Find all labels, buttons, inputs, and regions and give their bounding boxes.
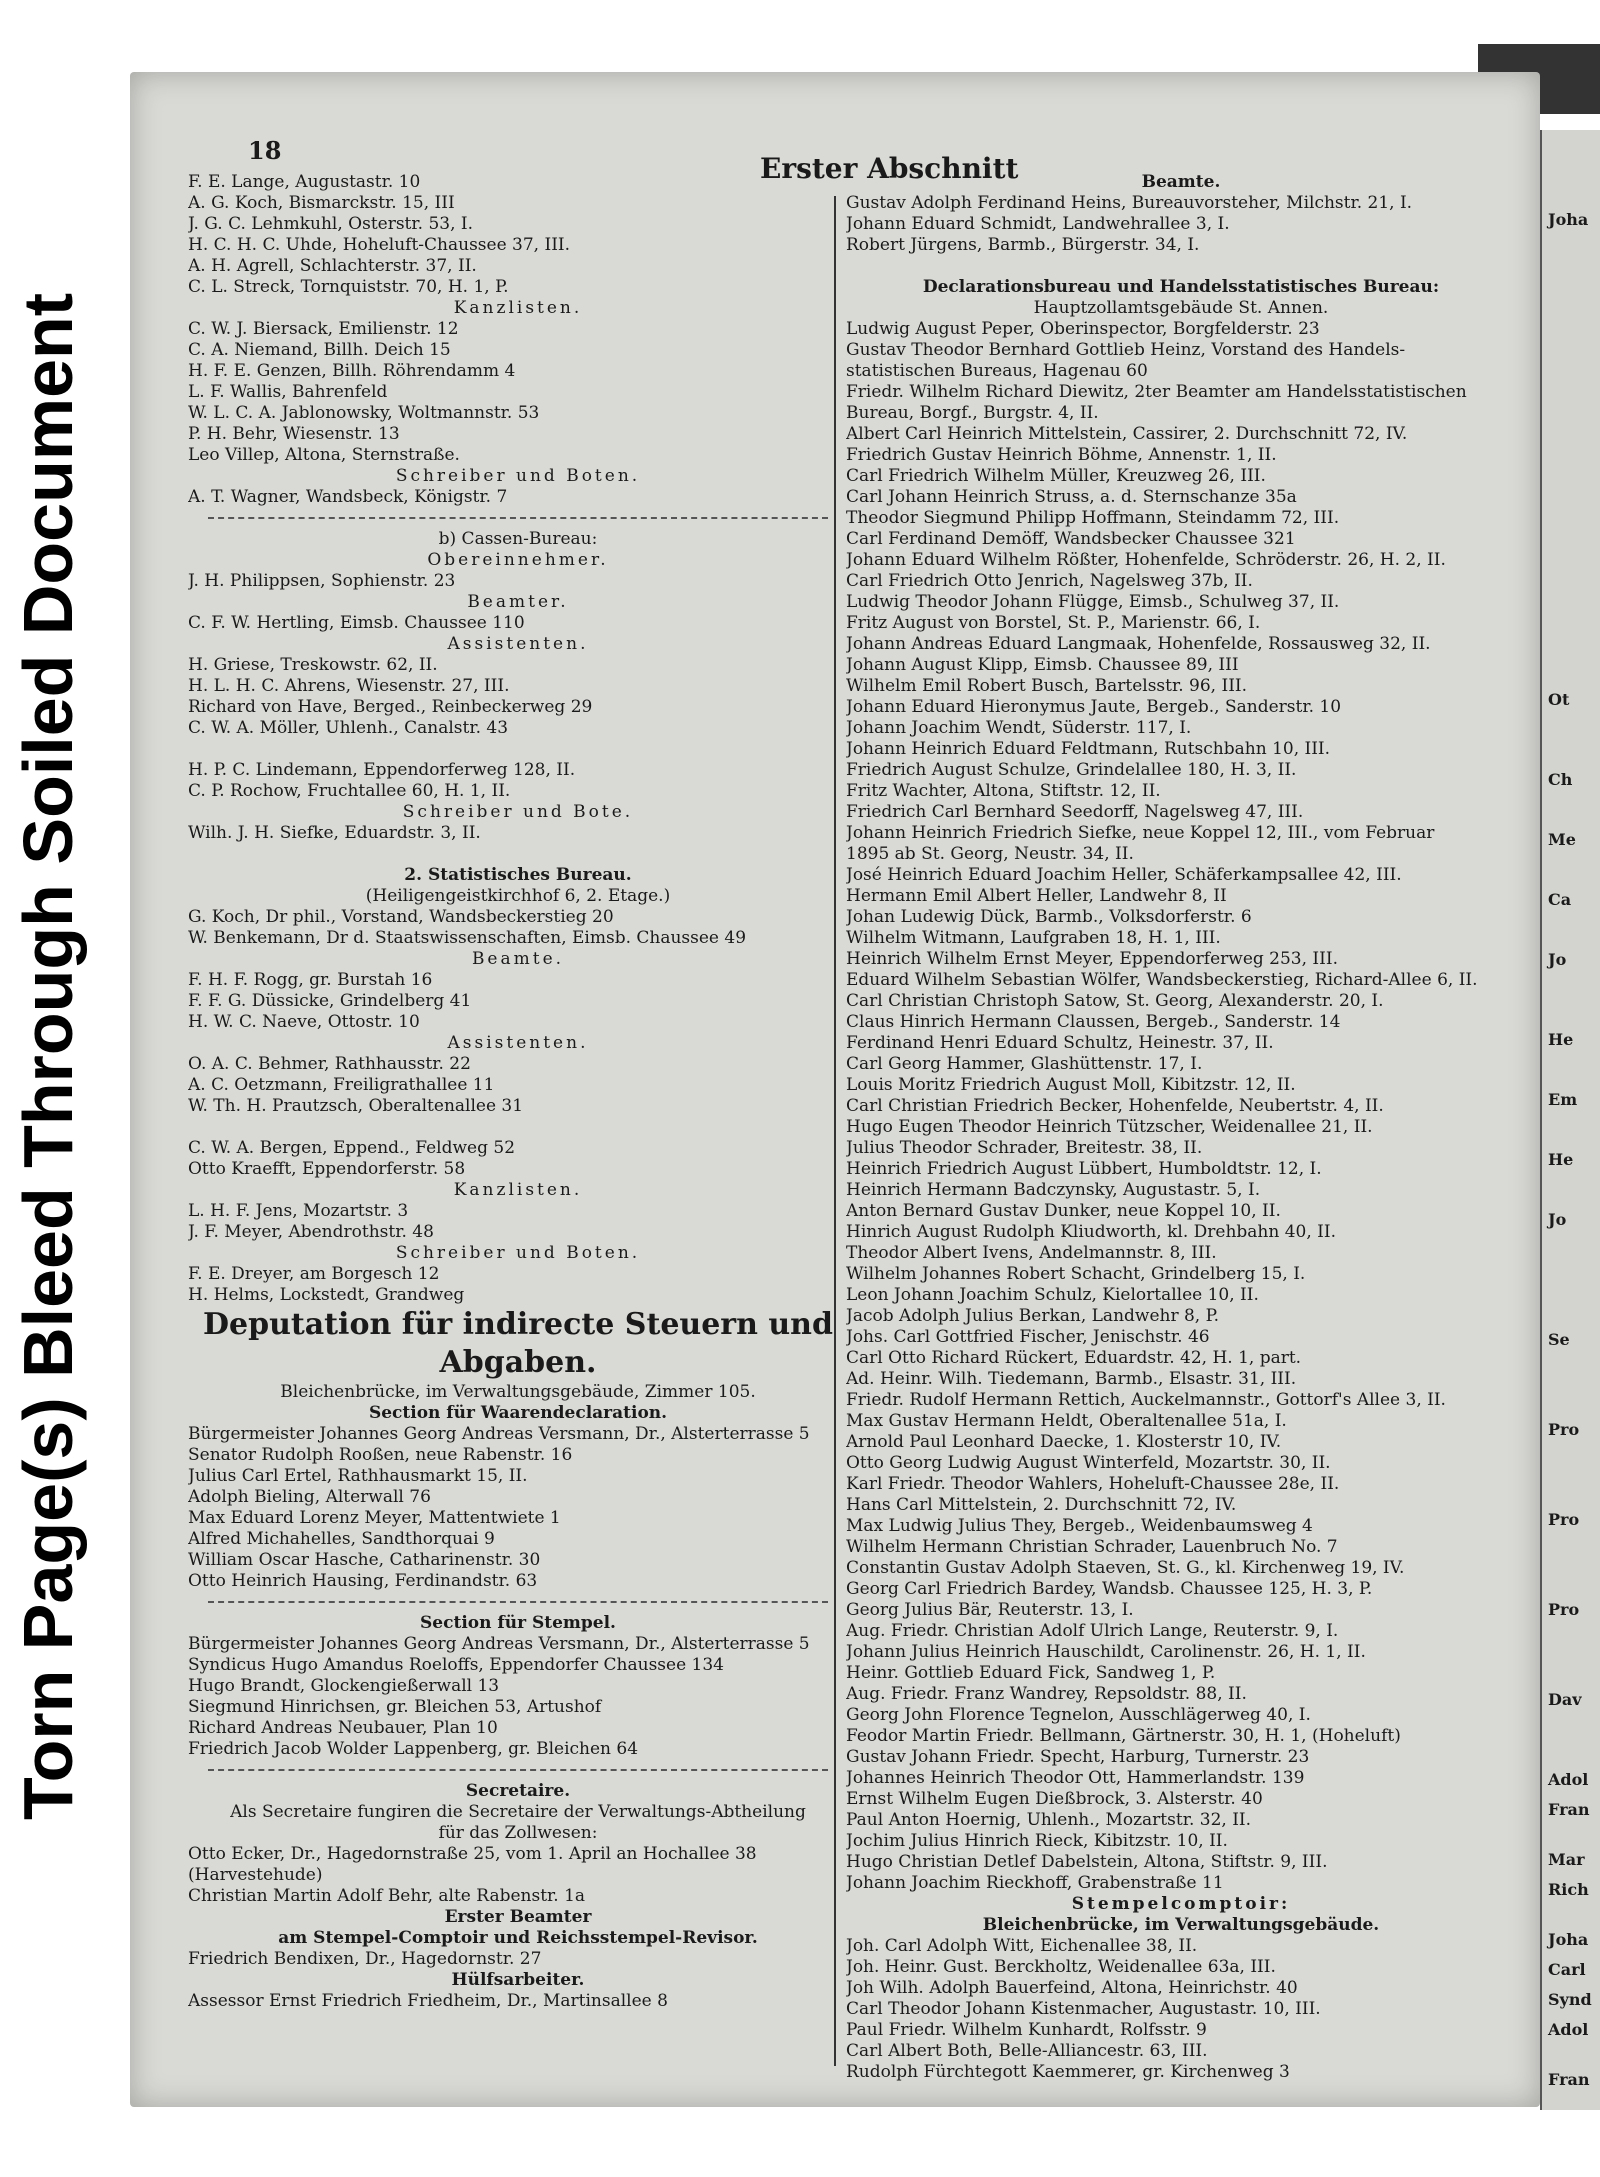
directory-entry: Otto Ecker, Dr., Hagedornstraße 25, vom 1. April an Hochallee 38 [188, 1844, 757, 1864]
directory-entry: Ferdinand Henri Eduard Schultz, Heinestr. 37, II. [846, 1033, 1274, 1053]
directory-entry: Section für Waarendeclaration. [368, 1403, 668, 1423]
directory-entry: Ludwig Theodor Johann Flügge, Eimsb., Schulweg 37, II. [846, 592, 1340, 612]
adjacent-fragment: Joha [1548, 1930, 1589, 1949]
left-column [188, 172, 848, 2012]
directory-entry: Kanzlisten. [453, 298, 583, 318]
directory-entry: H. Helms, Lockstedt, Grandweg [188, 1285, 465, 1305]
directory-entry: Beamte. [1141, 172, 1221, 192]
adjacent-fragment: Jo [1548, 950, 1567, 969]
adjacent-fragment: Fran [1548, 1800, 1590, 1819]
directory-entry: Kanzlisten. [453, 1180, 583, 1200]
directory-entry: Beamter. [467, 592, 569, 612]
directory-entry: W. Benkemann, Dr d. Staatswissenschaften, Eimsb. Chaussee 49 [188, 928, 747, 948]
directory-entry: C. W. A. Möller, Uhlenh., Canalstr. 43 [188, 718, 509, 738]
adjacent-fragment: Ch [1548, 770, 1573, 789]
directory-entry: Friedrich Gustav Heinrich Böhme, Annenstr. 1, II. [846, 445, 1277, 465]
directory-entry: Bleichenbrücke, im Verwaltungsgebäude. [982, 1915, 1380, 1935]
directory-entry: Carl Friedrich Otto Jenrich, Nagelsweg 37b, II. [846, 571, 1253, 591]
directory-entry: Johann Joachim Rieckhoff, Grabenstraße 11 [846, 1873, 1224, 1893]
directory-entry: C. W. J. Biersack, Emilienstr. 12 [188, 319, 459, 339]
directory-entry: Hinrich August Rudolph Kliudworth, kl. Drehbahn 40, II. [846, 1222, 1337, 1242]
directory-entry: Paul Friedr. Wilhelm Kunhardt, Rolfsstr. 9 [846, 2020, 1207, 2040]
directory-entry: Johann Heinrich Friedrich Siefke, neue Koppel 12, III., vom Februar [846, 823, 1435, 843]
directory-entry: Section für Stempel. [420, 1613, 616, 1633]
directory-entry [188, 844, 848, 865]
directory-entry: Erster Beamter [444, 1907, 592, 1927]
directory-entry: Julius Carl Ertel, Rathhausmarkt 15, II. [188, 1466, 528, 1486]
directory-entry: Christian Martin Adolf Behr, alte Rabenstr. 1a [188, 1886, 586, 1906]
directory-entry: Aug. Friedr. Christian Adolf Ulrich Lange, Reuterstr. 9, I. [846, 1621, 1339, 1641]
directory-entry: C. W. A. Bergen, Eppend., Feldweg 52 [188, 1138, 516, 1158]
directory-entry: Max Ludwig Julius They, Bergeb., Weidenbaumsweg 4 [846, 1516, 1313, 1536]
adjacent-fragment: Adol [1548, 1770, 1589, 1789]
directory-entry: Wilh. J. H. Siefke, Eduardstr. 3, II. [188, 823, 481, 843]
directory-entry: Bürgermeister Johannes Georg Andreas Versmann, Dr., Alsterterrasse 5 [188, 1634, 810, 1654]
adjacent-fragment: Pro [1548, 1600, 1580, 1619]
directory-entry: Hugo Christian Detlef Dabelstein, Altona, Stiftstr. 9, III. [846, 1852, 1328, 1872]
directory-entry: José Heinrich Eduard Joachim Heller, Schäferkampsallee 42, III. [846, 865, 1402, 885]
directory-entry: H. L. H. C. Ahrens, Wiesenstr. 27, III. [188, 676, 510, 696]
directory-entry: Hülfsarbeiter. [451, 1970, 585, 1990]
directory-entry: Aug. Friedr. Franz Wandrey, Repsoldstr. 88, II. [846, 1684, 1247, 1704]
directory-entry: statistischen Bureaus, Hagenau 60 [846, 361, 1148, 381]
directory-entry: Ernst Wilhelm Eugen Dießbrock, 3. Alsterstr. 40 [846, 1789, 1263, 1809]
directory-entry: Adolph Bieling, Alterwall 76 [188, 1487, 431, 1507]
directory-entry: Max Eduard Lorenz Meyer, Mattentwiete 1 [188, 1508, 561, 1528]
directory-entry: Heinrich Wilhelm Ernst Meyer, Eppendorferweg 253, III. [846, 949, 1338, 969]
directory-entry: J. G. C. Lehmkuhl, Osterstr. 53, I. [188, 214, 474, 234]
directory-entry: Deputation für indirecte Steuern und [203, 1307, 833, 1342]
directory-entry: Rudolph Fürchtegott Kaemmerer, gr. Kirchenweg 3 [846, 2062, 1290, 2082]
document-page [130, 72, 1540, 2107]
directory-entry: Friedr. Wilhelm Richard Diewitz, 2ter Beamter am Handelsstatistischen [846, 382, 1467, 402]
scan-condition-label [0, 180, 120, 1820]
directory-entry: 2. Statistisches Bureau. [404, 865, 632, 885]
directory-entry: Leo Villep, Altona, Sternstraße. [188, 445, 460, 465]
section-rule [208, 1601, 828, 1604]
directory-entry: Wilhelm Johannes Robert Schacht, Grindelberg 15, I. [846, 1264, 1306, 1284]
adjacent-fragment: Jo [1548, 1210, 1567, 1229]
directory-entry: Friedr. Rudolf Hermann Rettich, Auckelmannstr., Gottorf's Allee 3, II. [846, 1390, 1446, 1410]
directory-entry: Wilhelm Witmann, Laufgraben 18, H. 1, III. [846, 928, 1221, 948]
directory-entry: Joh Wilh. Adolph Bauerfeind, Altona, Heinrichstr. 40 [846, 1978, 1298, 1998]
directory-entry: L. F. Wallis, Bahrenfeld [188, 382, 388, 402]
directory-entry: Johann Julius Heinrich Hauschildt, Carolinenstr. 26, H. 1, II. [846, 1642, 1366, 1662]
directory-entry: P. H. Behr, Wiesenstr. 13 [188, 424, 400, 444]
directory-entry: Albert Carl Heinrich Mittelstein, Cassirer, 2. Durchschnitt 72, IV. [846, 424, 1408, 444]
directory-entry: Wilhelm Hermann Christian Schrader, Lauenbruch No. 7 [846, 1537, 1338, 1557]
directory-entry: Carl Johann Heinrich Struss, a. d. Sternschanze 35a [846, 487, 1297, 507]
directory-entry: Joh. Carl Adolph Witt, Eichenallee 38, II. [846, 1936, 1198, 1956]
directory-entry: Stempelcomptoir: [1071, 1894, 1291, 1914]
directory-entry: Arnold Paul Leonhard Daecke, 1. Klosterstr 10, IV. [846, 1432, 1282, 1452]
directory-entry: C. F. W. Hertling, Eimsb. Chaussee 110 [188, 613, 525, 633]
directory-entry: Georg John Florence Tegnelon, Ausschlägerweg 40, I. [846, 1705, 1311, 1725]
directory-entry: Julius Theodor Schrader, Breitestr. 38, II. [846, 1138, 1203, 1158]
directory-entry: J. H. Philippsen, Sophienstr. 23 [188, 571, 456, 591]
page-number: 18 [248, 136, 282, 165]
directory-entry: Heinrich Friedrich August Lübbert, Humboldtstr. 12, I. [846, 1159, 1322, 1179]
directory-entry: C. L. Streck, Tornquiststr. 70, H. 1, P. [188, 277, 509, 297]
directory-entry: (Harvestehude) [188, 1865, 323, 1885]
directory-entry: C. A. Niemand, Billh. Deich 15 [188, 340, 451, 360]
directory-entry: W. Th. H. Prautzsch, Oberaltenallee 31 [188, 1096, 524, 1116]
directory-entry: Gustav Johann Friedr. Specht, Harburg, Turnerstr. 23 [846, 1747, 1310, 1767]
directory-entry: A. H. Agrell, Schlachterstr. 37, II. [188, 256, 477, 276]
directory-entry: Hauptzollamtsgebäude St. Annen. [1033, 298, 1329, 318]
directory-entry: Gustav Theodor Bernhard Gottlieb Heinz, Vorstand des Handels- [846, 340, 1406, 360]
directory-entry: Carl Friedrich Wilhelm Müller, Kreuzweg 26, III. [846, 466, 1266, 486]
adjacent-fragment: Joha [1548, 210, 1589, 229]
directory-entry: Georg Carl Friedrich Bardey, Wandsb. Chaussee 125, H. 3, P. [846, 1579, 1373, 1599]
directory-entry: Johs. Carl Gottfried Fischer, Jenischstr. 46 [846, 1327, 1210, 1347]
directory-entry: H. C. H. C. Uhde, Hoheluft-Chaussee 37, III. [188, 235, 571, 255]
directory-entry: Carl Georg Hammer, Glashüttenstr. 17, I. [846, 1054, 1203, 1074]
directory-entry: Friedrich Carl Bernhard Seedorff, Nagelsweg 47, III. [846, 802, 1304, 822]
directory-entry: Claus Hinrich Hermann Claussen, Bergeb., Sanderstr. 14 [846, 1012, 1341, 1032]
directory-entry: Schreiber und Boten. [395, 1243, 641, 1263]
directory-entry: Schreiber und Bote. [402, 802, 634, 822]
directory-entry: A. T. Wagner, Wandsbeck, Königstr. 7 [188, 487, 508, 507]
adjacent-page-strip [1540, 130, 1600, 2110]
adjacent-fragment: Pro [1548, 1510, 1580, 1529]
directory-entry: Georg Julius Bär, Reuterstr. 13, I. [846, 1600, 1134, 1620]
directory-entry: Karl Friedr. Theodor Wahlers, Hoheluft-Chaussee 28e, II. [846, 1474, 1340, 1494]
directory-entry: Hermann Emil Albert Heller, Landwehr 8, II [846, 886, 1227, 906]
directory-entry: G. Koch, Dr phil., Vorstand, Wandsbeckerstieg 20 [188, 907, 614, 927]
adjacent-fragment: Me [1548, 830, 1576, 849]
directory-entry: Schreiber und Boten. [395, 466, 641, 486]
directory-entry: Friedrich Bendixen, Dr., Hagedornstr. 27 [188, 1949, 542, 1969]
directory-entry [846, 256, 1516, 277]
directory-entry: Als Secretaire fungiren die Secretaire der Verwaltungs-Abtheilung [230, 1802, 806, 1822]
directory-entry: Constantin Gustav Adolph Staeven, St. G., kl. Kirchenweg 19, IV. [846, 1558, 1405, 1578]
directory-entry: Theodor Albert Ivens, Andelmannstr. 8, III. [846, 1243, 1217, 1263]
directory-entry [188, 739, 848, 760]
directory-entry: H. F. E. Genzen, Billh. Röhrendamm 4 [188, 361, 516, 381]
adjacent-fragment: Fran [1548, 2070, 1590, 2089]
directory-entry: Max Gustav Hermann Heldt, Oberaltenallee 51a, I. [846, 1411, 1287, 1431]
directory-entry: H. Griese, Treskowstr. 62, II. [188, 655, 438, 675]
directory-entry: Bureau, Borgf., Burgstr. 4, II. [846, 403, 1099, 423]
directory-entry: Richard Andreas Neubauer, Plan 10 [188, 1718, 498, 1738]
directory-entry: Johann Joachim Wendt, Süderstr. 117, I. [846, 718, 1192, 738]
running-head: Erster Abschnitt [760, 152, 1019, 185]
section-rule [208, 517, 828, 520]
directory-entry: L. H. F. Jens, Mozartstr. 3 [188, 1201, 409, 1221]
adjacent-fragment: Mar [1548, 1850, 1585, 1869]
directory-entry: Declarationsbureau und Handelsstatistisches Bureau: [922, 277, 1440, 297]
section-rule [208, 1769, 828, 1772]
directory-entry: Heinr. Gottlieb Eduard Fick, Sandweg 1, P. [846, 1663, 1216, 1683]
directory-entry: Fritz August von Borstel, St. P., Marienstr. 66, I. [846, 613, 1261, 633]
directory-entry: Secretaire. [465, 1781, 571, 1801]
adjacent-fragment: He [1548, 1150, 1574, 1169]
adjacent-fragment: Adol [1548, 2020, 1589, 2039]
adjacent-fragment: Ca [1548, 890, 1572, 909]
directory-entry: H. P. C. Lindemann, Eppendorferweg 128, II. [188, 760, 576, 780]
directory-entry: F. H. F. Rogg, gr. Burstah 16 [188, 970, 433, 990]
directory-entry: Beamte. [471, 949, 565, 969]
adjacent-fragment: He [1548, 1030, 1574, 1049]
directory-entry: F. E. Lange, Augustastr. 10 [188, 172, 421, 192]
directory-entry: J. F. Meyer, Abendrothstr. 48 [188, 1222, 434, 1242]
directory-entry: b) Cassen-Bureau: [438, 529, 598, 549]
adjacent-fragment: Carl [1548, 1960, 1586, 1979]
directory-entry: Theodor Siegmund Philipp Hoffmann, Steindamm 72, III. [846, 508, 1340, 528]
directory-entry: A. C. Oetzmann, Freiligrathallee 11 [188, 1075, 495, 1095]
directory-entry: Johann Eduard Hieronymus Jaute, Bergeb., Sanderstr. 10 [846, 697, 1342, 717]
directory-entry: Obereinnehmer. [427, 550, 609, 570]
directory-entry: Senator Rudolph Rooßen, neue Rabenstr. 16 [188, 1445, 573, 1465]
directory-entry: Johan Ludewig Dück, Barmb., Volksdorferstr. 6 [846, 907, 1252, 927]
directory-entry: Friedrich August Schulze, Grindelallee 180, H. 3, II. [846, 760, 1297, 780]
directory-entry: Carl Christian Christoph Satow, St. Georg, Alexanderstr. 20, I. [846, 991, 1384, 1011]
directory-entry: Ad. Heinr. Wilh. Tiedemann, Barmb., Elsastr. 31, III. [846, 1369, 1297, 1389]
directory-entry: (Heiligengeistkirchhof 6, 2. Etage.) [365, 886, 671, 906]
directory-entry: Otto Kraefft, Eppendorferstr. 58 [188, 1159, 466, 1179]
directory-entry: Carl Ferdinand Demöff, Wandsbecker Chaussee 321 [846, 529, 1296, 549]
adjacent-fragment: Em [1548, 1090, 1578, 1109]
directory-entry: H. W. C. Naeve, Ottostr. 10 [188, 1012, 420, 1032]
adjacent-fragment: Se [1548, 1330, 1570, 1349]
directory-entry: Anton Bernard Gustav Dunker, neue Koppel 10, II. [846, 1201, 1281, 1221]
directory-entry: Bürgermeister Johannes Georg Andreas Versmann, Dr., Alsterterrasse 5 [188, 1424, 810, 1444]
right-column [846, 172, 1516, 2083]
directory-entry: Johann Eduard Schmidt, Landwehrallee 3, I. [846, 214, 1230, 234]
directory-entry: Friedrich Jacob Wolder Lappenberg, gr. Bleichen 64 [188, 1739, 639, 1759]
directory-entry: F. F. G. Düssicke, Grindelberg 41 [188, 991, 472, 1011]
directory-entry: Joh. Heinr. Gust. Berckholtz, Weidenallee 63a, III. [846, 1957, 1276, 1977]
directory-entry: Assistenten. [447, 634, 589, 654]
directory-entry: Robert Jürgens, Barmb., Bürgerstr. 34, I. [846, 235, 1200, 255]
directory-entry: Carl Otto Richard Rückert, Eduardstr. 42, H. 1, part. [846, 1348, 1302, 1368]
directory-entry: Wilhelm Emil Robert Busch, Bartelsstr. 96, III. [846, 676, 1248, 696]
directory-entry: Abgaben. [439, 1345, 597, 1380]
directory-entry: Johannes Heinrich Theodor Ott, Hammerlandstr. 139 [846, 1768, 1305, 1788]
directory-entry: am Stempel-Comptoir und Reichsstempel-Revisor. [278, 1928, 758, 1948]
directory-entry: Otto Heinrich Hausing, Ferdinandstr. 63 [188, 1571, 538, 1591]
directory-entry: Fritz Wachter, Altona, Stiftstr. 12, II. [846, 781, 1161, 801]
scan-condition-text: Torn Page(s) Bleed Through Soiled Document [9, 292, 87, 1820]
adjacent-fragment: Dav [1548, 1690, 1582, 1709]
directory-entry: Jacob Adolph Julius Berkan, Landwehr 8, P. [846, 1306, 1220, 1326]
directory-entry: Richard von Have, Berged., Reinbeckerweg 29 [188, 697, 593, 717]
directory-entry: Assistenten. [447, 1033, 589, 1053]
directory-entry: Gustav Adolph Ferdinand Heins, Bureauvorsteher, Milchstr. 21, I. [846, 193, 1413, 213]
directory-entry: Leon Johann Joachim Schulz, Kielortallee 10, II. [846, 1285, 1259, 1305]
directory-entry: Johann Heinrich Eduard Feldtmann, Rutschbahn 10, III. [846, 739, 1331, 759]
directory-entry: Syndicus Hugo Amandus Roeloffs, Eppendorfer Chaussee 134 [188, 1655, 724, 1675]
adjacent-fragment: Pro [1548, 1420, 1580, 1439]
directory-entry: A. G. Koch, Bismarckstr. 15, III [188, 193, 455, 213]
directory-entry: Hugo Brandt, Glockengießerwall 13 [188, 1676, 500, 1696]
directory-entry: Louis Moritz Friedrich August Moll, Kibitzstr. 12, II. [846, 1075, 1296, 1095]
directory-entry: Feodor Martin Friedr. Bellmann, Gärtnerstr. 30, H. 1, (Hoheluft) [846, 1726, 1401, 1746]
directory-entry: C. P. Rochow, Fruchtallee 60, H. 1, II. [188, 781, 511, 801]
directory-entry: Carl Theodor Johann Kistenmacher, Augustastr. 10, III. [846, 1999, 1321, 2019]
directory-entry: Carl Albert Both, Belle-Alliancestr. 63, III. [846, 2041, 1208, 2061]
directory-entry: Hans Carl Mittelstein, 2. Durchschnitt 72, IV. [846, 1495, 1237, 1515]
adjacent-fragment: Rich [1548, 1880, 1589, 1899]
directory-entry: Johann Andreas Eduard Langmaak, Hohenfelde, Rossausweg 32, II. [846, 634, 1431, 654]
directory-entry: 1895 ab St. Georg, Neustr. 34, II. [846, 844, 1134, 864]
adjacent-fragment: Synd [1548, 1990, 1592, 2009]
directory-entry: Johann August Klipp, Eimsb. Chaussee 89, III [846, 655, 1239, 675]
directory-entry: Paul Anton Hoernig, Uhlenh., Mozartstr. 32, II. [846, 1810, 1252, 1830]
directory-entry [188, 1117, 848, 1138]
directory-entry: Hugo Eugen Theodor Heinrich Tützscher, Weidenallee 21, II. [846, 1117, 1373, 1137]
directory-entry: Eduard Wilhelm Sebastian Wölfer, Wandsbeckerstieg, Richard-Allee 6, II. [846, 970, 1478, 990]
directory-entry: O. A. C. Behmer, Rathhausstr. 22 [188, 1054, 471, 1074]
directory-entry: Johann Eduard Wilhelm Rößter, Hohenfelde, Schröderstr. 26, H. 2, II. [846, 550, 1446, 570]
directory-entry: Jochim Julius Hinrich Rieck, Kibitzstr. 10, II. [846, 1831, 1228, 1851]
directory-entry: Alfred Michahelles, Sandthorquai 9 [188, 1529, 495, 1549]
directory-entry: Carl Christian Friedrich Becker, Hohenfelde, Neubertstr. 4, II. [846, 1096, 1384, 1116]
directory-entry: Otto Georg Ludwig August Winterfeld, Mozartstr. 30, II. [846, 1453, 1331, 1473]
directory-entry: W. L. C. A. Jablonowsky, Woltmannstr. 53 [188, 403, 540, 423]
directory-entry: für das Zollwesen: [438, 1823, 598, 1843]
directory-entry: F. E. Dreyer, am Borgesch 12 [188, 1264, 440, 1284]
adjacent-fragment: Ot [1548, 690, 1570, 709]
directory-entry: Heinrich Hermann Badczynsky, Augustastr. 5, I. [846, 1180, 1261, 1200]
directory-entry: Assessor Ernst Friedrich Friedheim, Dr., Martinsallee 8 [188, 1991, 668, 2011]
directory-entry: Bleichenbrücke, im Verwaltungsgebäude, Zimmer 105. [280, 1382, 756, 1402]
directory-entry: Ludwig August Peper, Oberinspector, Borgfelderstr. 23 [846, 319, 1320, 339]
directory-entry: Siegmund Hinrichsen, gr. Bleichen 53, Artushof [188, 1697, 602, 1717]
directory-entry: William Oscar Hasche, Catharinenstr. 30 [188, 1550, 541, 1570]
